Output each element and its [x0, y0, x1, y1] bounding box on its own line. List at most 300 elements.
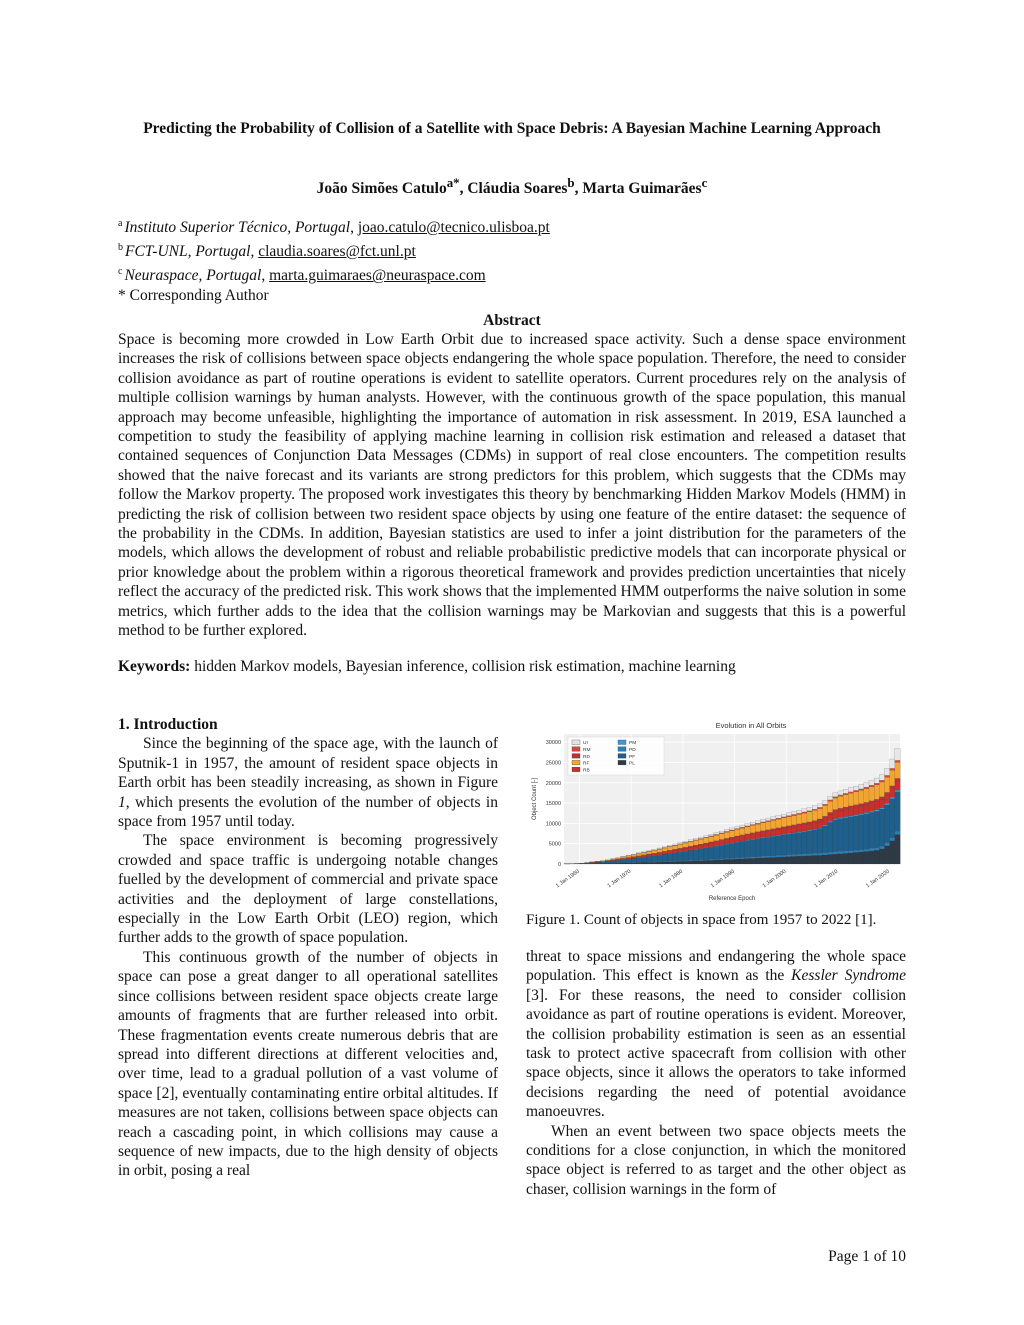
bar-segment-RB [745, 835, 750, 840]
bar-segment-PF [740, 842, 745, 858]
bar-segment-PL [807, 856, 812, 864]
bar-segment-PL [714, 860, 719, 864]
keywords-label: Keywords: [118, 658, 191, 675]
bar-segment-UI [802, 809, 807, 812]
bar-segment-RD [874, 799, 879, 802]
bar-segment-PM [822, 825, 827, 826]
bar-segment-PD [817, 853, 822, 855]
bar-segment-PD [781, 855, 786, 857]
bar-segment-PL [771, 857, 776, 864]
bar-segment-RD [817, 819, 822, 821]
bar-segment-PM [838, 817, 843, 818]
bar-segment-UI [724, 830, 729, 832]
bar-segment-RM [693, 840, 698, 841]
bar-segment-PL [859, 852, 864, 864]
bar-segment-PM [771, 836, 776, 837]
bar-segment-PF [895, 792, 900, 831]
bar-segment-RB [797, 826, 802, 832]
bar-segment-RD [719, 840, 724, 841]
bar-segment-RF [698, 839, 703, 844]
bar-segment-RM [833, 797, 838, 798]
bar-segment-PL [683, 861, 688, 864]
bar-segment-RM [895, 760, 900, 762]
bar-segment-RD [848, 806, 853, 808]
bar-segment-PD [719, 859, 724, 860]
bar-segment-PF [724, 844, 729, 858]
bar-segment-UI [766, 818, 771, 821]
bar-segment-PF [864, 814, 869, 849]
bar-segment-PM [750, 839, 755, 840]
bar-segment-RD [890, 786, 895, 789]
bar-segment-UI [833, 793, 838, 797]
bar-segment-RD [859, 804, 864, 806]
bar-segment-RF [636, 854, 641, 856]
bar-segment-PF [729, 843, 734, 858]
bar-segment-RM [802, 812, 807, 813]
email-link[interactable]: claudia.soares@fct.unl.pt [258, 243, 416, 261]
x-tick-label: 1 Jan 1980 [658, 868, 685, 890]
bar-segment-RB [605, 861, 610, 862]
bar-segment-RB [611, 860, 616, 861]
bar-segment-RD [879, 797, 884, 800]
bar-segment-PF [667, 854, 672, 862]
bar-segment-PF [595, 862, 600, 863]
bar-segment-PD [745, 857, 750, 858]
bar-segment-PF [802, 832, 807, 854]
bar-segment-PF [869, 813, 874, 849]
bar-segment-RD [760, 831, 765, 833]
bar-segment-PL [781, 857, 786, 864]
bar-segment-RB [879, 800, 884, 808]
bar-segment-RM [812, 809, 817, 810]
bar-segment-RB [626, 858, 631, 859]
bar-segment-RB [760, 832, 765, 837]
bar-segment-PM [828, 821, 833, 822]
bar-segment-RD [693, 845, 698, 846]
bar-segment-PL [704, 860, 709, 864]
bar-segment-RF [745, 827, 750, 834]
bar-segment-PD [791, 854, 796, 856]
y-tick-label: 5000 [548, 841, 561, 848]
bar-segment-RF [771, 820, 776, 828]
bar-segment-UI [786, 813, 791, 816]
bar-segment-PF [662, 854, 667, 861]
bar-segment-PD [683, 861, 688, 862]
affiliations [118, 214, 550, 306]
bar-segment-RD [709, 842, 714, 843]
bar-segment-PM [760, 837, 765, 838]
bar-segment-RD [869, 801, 874, 804]
bar-segment-UI [776, 815, 781, 818]
bar-segment-RM [688, 841, 693, 842]
legend-label: PD [629, 748, 636, 753]
bar-segment-PF [600, 862, 605, 863]
bar-segment-RB [755, 833, 760, 838]
bar-segment-RF [652, 850, 657, 853]
bar-segment-UI [771, 817, 776, 820]
bar-segment-RF [755, 824, 760, 832]
bar-segment-RB [874, 802, 879, 810]
page-number: Page 1 of 10 [828, 1248, 906, 1265]
bar-segment-RM [766, 821, 771, 822]
bar-segment-PL [812, 855, 817, 864]
bar-segment-UI [864, 783, 869, 788]
bar-segment-RD [833, 810, 838, 812]
bar-segment-PF [698, 849, 703, 860]
bar-segment-RF [760, 823, 765, 831]
bar-segment-RB [833, 812, 838, 819]
legend-label: RF [583, 761, 590, 767]
bar-segment-UI [853, 786, 858, 790]
bar-segment-PD [797, 854, 802, 856]
bar-segment-RM [740, 827, 745, 828]
bar-segment-PM [884, 803, 889, 805]
bar-segment-PF [636, 858, 641, 862]
bar-segment-RD [843, 807, 848, 809]
bar-segment-PD [688, 860, 693, 861]
author-1: João Simões Catulo [316, 180, 447, 198]
bar-segment-PL [667, 862, 672, 864]
bar-segment-RD [884, 792, 889, 795]
bar-segment-PD [822, 853, 827, 855]
bar-segment-RB [698, 845, 703, 848]
bar-segment-RD [647, 854, 652, 855]
bar-segment-UI [843, 789, 848, 793]
bar-segment-RM [843, 793, 848, 794]
bar-segment-RF [833, 798, 838, 810]
bar-segment-UI [848, 788, 853, 792]
bar-segment-RB [709, 843, 714, 847]
bar-segment-PL [874, 850, 879, 864]
bar-segment-RD [735, 836, 740, 837]
legend-label: UI [583, 741, 588, 747]
bar-segment-PM [766, 837, 771, 838]
paragraph: When an event between two space objects meets the conditions for a close conjunction, in which the monitored space object is referred to as target and the other object as chaser, collision warnings in the form of [526, 1122, 906, 1198]
bar-segment-RF [616, 858, 621, 859]
bar-segment-PM [812, 829, 817, 830]
bar-segment-PF [626, 859, 631, 862]
bar-segment-RF [642, 853, 647, 855]
y-tick-label: 30000 [545, 740, 561, 747]
bar-segment-RB [812, 823, 817, 829]
bar-segment-RB [662, 852, 667, 854]
bar-segment-PL [724, 859, 729, 864]
bar-segment-RD [807, 822, 812, 824]
bar-segment-PF [771, 837, 776, 856]
bar-segment-RM [884, 775, 889, 777]
bar-segment-PM [776, 835, 781, 836]
bar-segment-PM [786, 833, 791, 834]
bar-segment-PF [719, 845, 724, 858]
bar-segment-RD [895, 778, 900, 781]
bar-segment-RB [895, 781, 900, 790]
y-tick-label: 15000 [545, 801, 561, 808]
bar-segment-PL [838, 854, 843, 864]
bar-segment-PM [890, 797, 895, 799]
bar-segment-RM [704, 837, 709, 838]
bar-segment-RF [611, 859, 616, 860]
bar-segment-PF [616, 860, 621, 862]
bar-segment-RM [760, 822, 765, 823]
legend-swatch [572, 760, 580, 765]
author-1-affil: a* [446, 175, 460, 190]
bar-segment-PL [621, 863, 626, 864]
bar-segment-UI [797, 810, 802, 813]
legend-swatch [618, 747, 626, 752]
bar-segment-RD [704, 843, 709, 844]
bar-segment-RM [838, 795, 843, 796]
bar-segment-RB [683, 848, 688, 851]
email-link[interactable]: marta.guimaraes@neuraspace.com [269, 267, 486, 285]
bar-segment-RF [869, 787, 874, 801]
bar-segment-PD [755, 857, 760, 859]
bar-segment-PD [838, 851, 843, 853]
bar-segment-PL [688, 861, 693, 864]
bar-segment-RD [652, 853, 657, 854]
bar-segment-PL [636, 863, 641, 864]
bar-segment-RD [828, 812, 833, 814]
bar-segment-RD [781, 827, 786, 829]
bar-segment-RF [678, 844, 683, 848]
bar-segment-PD [833, 852, 838, 854]
bar-segment-UI [719, 831, 724, 833]
bar-segment-RB [750, 834, 755, 839]
y-axis-label: Object Count [-] [532, 777, 538, 821]
figure-caption: Figure 1. Count of objects in space from 1957 to 2022 [1]. [526, 912, 877, 928]
bar-segment-RF [714, 835, 719, 841]
bar-segment-RD [662, 851, 667, 852]
bar-segment-RB [781, 829, 786, 835]
bar-segment-UI [838, 791, 843, 795]
bar-segment-RF [688, 842, 693, 846]
bar-segment-PF [766, 837, 771, 856]
bar-segment-PD [812, 853, 817, 855]
paragraph: The space environment is becoming progressively crowded and space traffic is undergoing notable changes fuelled by the development of commercial and private space activities and the deployment of large constellations, especially in the Low Earth Orbit (LEO) region, which further adds to the growth of space population. [118, 832, 498, 947]
paragraph: Since the beginning of the space age, with the launch of Sputnik-1 in 1957, the amount of resident space objects in Earth orbit has been steadily increasing, as shown in Figure 1, which presents the evolution of the number of objects in space from 1957 until today. [118, 735, 498, 831]
bar-segment-PF [797, 833, 802, 855]
bar-segment-RM [807, 811, 812, 812]
bar-segment-PD [843, 851, 848, 853]
bar-segment-RB [838, 810, 843, 817]
bar-segment-RM [755, 823, 760, 824]
bar-segment-RF [853, 792, 858, 805]
bar-segment-PM [797, 832, 802, 833]
bar-segment-RD [688, 846, 693, 847]
bar-segment-PL [760, 858, 765, 864]
bar-segment-RB [735, 837, 740, 842]
bar-segment-PF [781, 835, 786, 855]
bar-segment-UI [740, 825, 745, 827]
bar-segment-UI [729, 828, 734, 830]
bar-segment-RF [735, 829, 740, 836]
bar-segment-PF [853, 816, 858, 850]
bar-segment-PD [657, 862, 662, 863]
bar-segment-PL [890, 841, 895, 864]
bar-segment-RF [895, 762, 900, 778]
bar-segment-PD [879, 846, 884, 849]
bar-segment-PM [869, 811, 874, 812]
bar-segment-RF [807, 812, 812, 822]
corresponding-author-note: * Corresponding Author [118, 287, 269, 305]
bar-segment-PD [662, 861, 667, 862]
bar-segment-RM [683, 843, 688, 844]
bar-segment-RM [750, 825, 755, 826]
bar-segment-RB [647, 855, 652, 857]
bar-segment-RF [724, 832, 729, 838]
bar-segment-UI [812, 806, 817, 809]
bar-segment-PD [864, 849, 869, 851]
bar-segment-RB [807, 824, 812, 830]
affiliation-b: $^b$ FCT-UNL, Portugal, claudia.soares@fct.unl.pt [118, 242, 416, 261]
bar-segment-UI [688, 840, 693, 841]
bar-segment-RM [864, 787, 869, 789]
left-column [118, 715, 498, 1181]
bar-segment-RM [859, 789, 864, 791]
bar-segment-UI [673, 844, 678, 845]
bar-segment-UI [890, 759, 895, 768]
bar-segment-RD [714, 841, 719, 842]
bar-segment-RD [776, 828, 781, 830]
bar-segment-RF [673, 846, 678, 850]
bar-segment-PM [781, 834, 786, 835]
bar-segment-PF [631, 858, 636, 862]
bar-segment-RD [771, 829, 776, 831]
bar-segment-RF [817, 809, 822, 819]
affiliation-institution: Neuraspace, Portugal [124, 267, 262, 285]
bar-segment-RB [642, 855, 647, 857]
bar-segment-PL [766, 858, 771, 864]
bar-segment-PF [884, 805, 889, 843]
bar-segment-PF [760, 838, 765, 856]
bar-segment-RM [786, 816, 791, 817]
affiliation-a: $^a$ Instituto Superior Técnico, Portugal, joao.catulo@tecnico.ulisboa.pt [118, 218, 550, 237]
bar-segment-PL [822, 855, 827, 864]
bar-segment-UI [895, 749, 900, 761]
bar-segment-UI [791, 811, 796, 814]
bar-segment-PD [859, 850, 864, 852]
bar-segment-PL [879, 849, 884, 864]
bar-segment-PF [890, 799, 895, 838]
bar-segment-PF [828, 822, 833, 852]
bar-segment-PL [848, 853, 853, 864]
bar-segment-PM [807, 830, 812, 831]
bar-segment-RB [740, 836, 745, 841]
bar-segment-UI [657, 848, 662, 849]
bar-segment-PD [704, 860, 709, 861]
bar-segment-PF [843, 818, 848, 851]
bar-segment-RB [869, 803, 874, 811]
legend-swatch [618, 760, 626, 765]
bar-segment-RD [797, 824, 802, 826]
bar-segment-RM [724, 831, 729, 832]
bar-segment-PL [745, 859, 750, 864]
bar-segment-RM [822, 804, 827, 805]
bar-segment-RD [667, 850, 672, 851]
legend-swatch [572, 754, 580, 759]
bar-segment-PF [714, 846, 719, 859]
bar-segment-RM [709, 836, 714, 837]
bar-segment-PL [884, 846, 889, 864]
bar-segment-UI [642, 852, 647, 853]
bar-segment-PD [786, 855, 791, 857]
bar-segment-RM [698, 839, 703, 840]
bar-segment-PF [642, 857, 647, 862]
bar-segment-RB [864, 805, 869, 813]
legend-swatch [572, 740, 580, 745]
bar-segment-PL [786, 857, 791, 864]
bar-segment-PL [833, 854, 838, 864]
bar-segment-RB [890, 789, 895, 797]
bar-segment-UI [631, 854, 636, 855]
bar-segment-PF [605, 862, 610, 863]
keywords-list: hidden Markov models, Bayesian inference, collision risk estimation, machine learning [190, 658, 736, 675]
legend-label: RM [583, 748, 591, 753]
bar-segment-RB [688, 847, 693, 850]
bar-segment-RB [667, 851, 672, 853]
bar-segment-RF [626, 856, 631, 858]
email-link[interactable]: joao.catulo@tecnico.ulisboa.pt [357, 219, 550, 237]
x-tick-label: 1 Jan 2020 [865, 868, 891, 890]
bar-segment-RB [843, 809, 848, 816]
bar-segment-PD [698, 860, 703, 861]
bar-segment-PF [673, 853, 678, 861]
bar-segment-RB [817, 821, 822, 827]
author-list: João Simões Catulo$^{a*}$, Cláudia Soares$^b$, Marta Guimarães$^c$ [316, 175, 708, 198]
bar-segment-PD [750, 857, 755, 858]
bar-segment-UI [647, 850, 652, 851]
bar-segment-RB [678, 849, 683, 852]
bar-segment-RD [740, 835, 745, 836]
bar-segment-UI [698, 837, 703, 839]
bar-segment-RM [771, 819, 776, 820]
bar-segment-UI [760, 819, 765, 821]
bar-segment-RM [890, 768, 895, 770]
section-heading: 1. Introduction [118, 716, 218, 733]
bar-segment-RB [673, 850, 678, 853]
bar-segment-UI [714, 833, 719, 835]
bar-segment-PD [693, 860, 698, 861]
bar-segment-PF [833, 820, 838, 852]
bar-segment-RM [879, 780, 884, 782]
bar-segment-RB [714, 842, 719, 846]
bar-segment-PL [791, 856, 796, 864]
legend-swatch [618, 754, 626, 759]
bar-segment-UI [781, 814, 786, 817]
bar-segment-PF [709, 847, 714, 859]
bar-segment-RF [848, 793, 853, 806]
x-tick-label: 1 Jan 1960 [554, 868, 581, 890]
bar-segment-RF [802, 813, 807, 823]
bar-segment-UI [828, 796, 833, 800]
bar-segment-RD [766, 830, 771, 832]
bar-segment-RF [662, 848, 667, 851]
bar-segment-RF [791, 816, 796, 825]
bar-segment-UI [662, 847, 667, 848]
bar-segment-PM [755, 838, 760, 839]
bar-segment-RM [729, 830, 734, 831]
legend-label: RD [583, 754, 590, 760]
bar-segment-PF [585, 863, 590, 864]
bar-segment-RF [729, 831, 734, 837]
bar-segment-PD [874, 848, 879, 851]
bar-segment-PM [843, 816, 848, 817]
bar-segment-PM [729, 843, 734, 844]
bar-segment-PF [704, 848, 709, 859]
bar-segment-RD [786, 826, 791, 828]
bar-segment-PL [750, 858, 755, 864]
bar-segment-RD [724, 838, 729, 839]
x-axis-label: Reference Epoch [708, 896, 756, 902]
